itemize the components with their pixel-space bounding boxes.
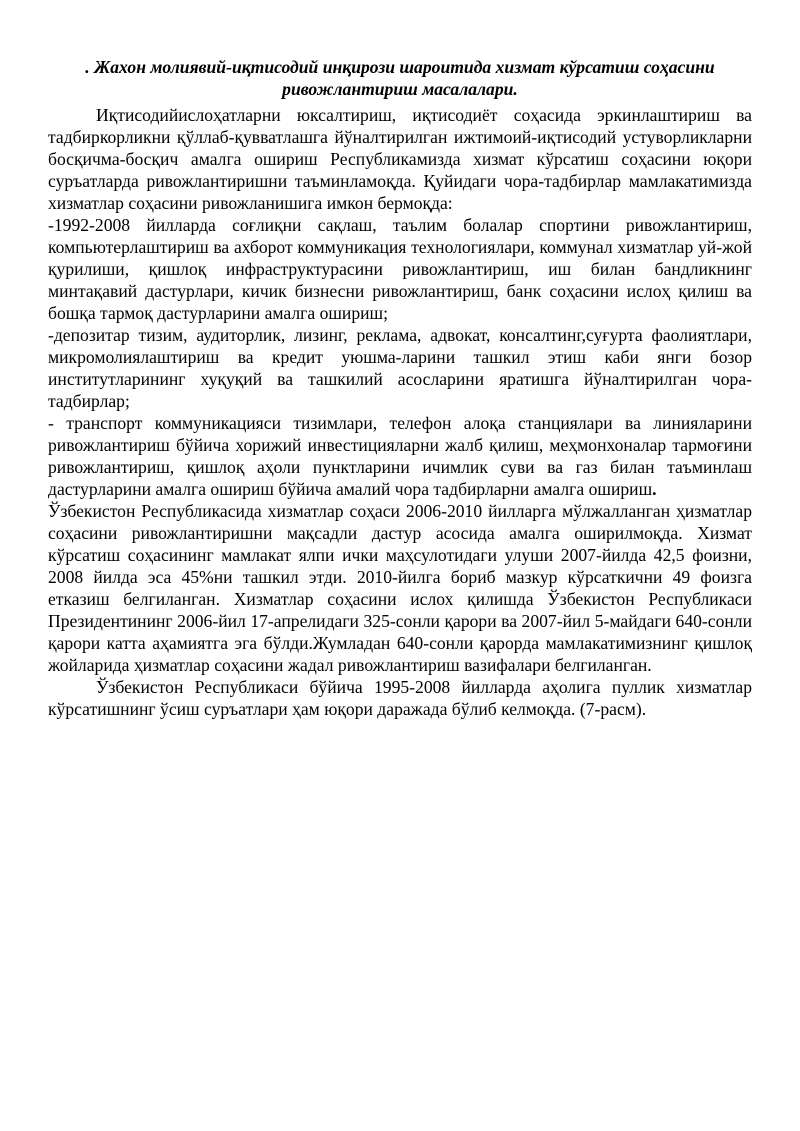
list-item-market-institutions: -депозитар тизим, аудиторлик, лизинг, реклама, адвокат, консалтинг,суғурта фаолиятлари, микромолиялаштириш ва кредит уюшма-ларини ташкил этиш каби янги бозор институтларининг хуқуқий ва ташкилий асосларини яратишга йўналтирилган чора-тадбирлар;: [48, 325, 752, 411]
list-item-1992-2008: -1992-2008 йилларда соғлиқни сақлаш, таълим болалар спортини ривожлантириш, компьютерлаштириш ва ахборот коммуникация технологиялари, коммунал хизматлар уй-жой қурилиши, қишлоқ инфраструктурасини ривожлантириш, иш билан бандликнинг минтақавий дастурлари, кичик бизнесни ривожлантириш, банк соҳасини ислоҳ қилиш ва бошқа тармоқ дастурларини амалга ошириш;: [48, 215, 752, 323]
title-line-2: ривожлантириш масалалари.: [282, 79, 518, 99]
intro-paragraph: Иқтисодийислоҳатларни юксалтириш, иқтисодиёт соҳасида эркинлаштириш ва тадбиркорликни қўллаб-қувватлашга йўналтирилган ижтимоий-иқтисодий устуворликларни босқичма-босқич амалга ошириш Республикамизда хизмат кўрсатиш соҳасини юқори суръатларда ривожлантиришни таъминламоқда. Қуйидаги чора-тадбирлар мамлакатимизда хизматлар соҳасини ривожланишига имкон бермоқда:: [48, 105, 752, 213]
document-title: [48, 56, 752, 100]
document-page: [48, 56, 752, 720]
list-item-transport-text: - транспорт коммуникацияси тизимлари, телефон алоқа станциялари ва линияларини ривожлантириш бўйича хорижий инвестицияларни жалб қилиш, меҳмонхоналар тармоғини ривожлантириш, қишлоқ аҳоли пунктларини ичимлик суви ва газ билан таъминлаш дастурларини амалга ошириш бўйича амалий чора тадбирларни амалга ошириш: [48, 413, 752, 499]
list-item-transport-period: .: [652, 479, 657, 499]
program-paragraph: Ўзбекистон Республикасида хизматлар соҳаси 2006-2010 йилларга мўлжалланган ҳизматлар соҳасини ривожлантиришни мақсадли дастур асосида амалга оширилмоқда. Хизмат кўрсатиш соҳасининг мамлакат ялпи ички маҳсулотидаги улуши 2007-йилда 42,5 фоизни, 2008 йилда эса 45%ни ташкил этди. 2010-йилга бориб мазкур кўрсаткични 49 фоизга етказиш белгиланган. Хизматлар соҳасини ислох қилишда Ўзбекистон Республикаси Президентининг 2006-йил 17-апрелидаги 325-сонли қарори ва 2007-йил 5-майдаги 640-сонли қарори катта аҳамиятга эга бўлди.Жумладан 640-сонли қарорда мамлакатимизнинг қишлоқ жойларида ҳизматлар соҳасини жадал ривожлантириш вазифалари белгиланган.: [48, 501, 752, 675]
growth-paragraph: Ўзбекистон Республикаси бўйича 1995-2008 йилларда аҳолига пуллик хизматлар кўрсатишнинг ўсиш суръатлари ҳам юқори даражада бўлиб келмоқда. (7-расм).: [48, 677, 752, 719]
title-line-1: . Жахон молиявий-иқтисодий инқирози шароитида хизмат кўрсатиш соҳасини: [85, 57, 715, 77]
list-item-transport: [48, 412, 752, 500]
